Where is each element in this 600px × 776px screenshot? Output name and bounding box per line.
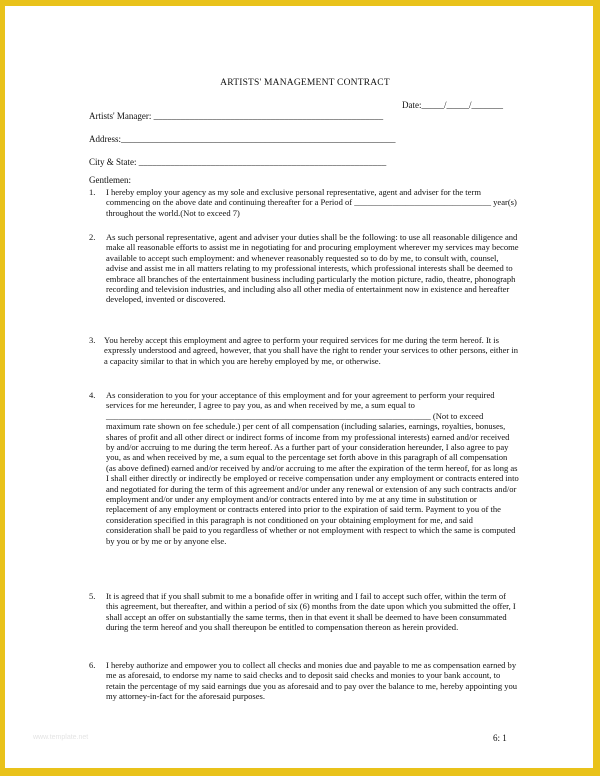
document-title: ARTISTS' MANAGEMENT CONTRACT [220, 78, 390, 88]
clause-5 [89, 591, 519, 633]
clause-text: I hereby employ your agency as my sole and exclusive personal representative, agent and adviser for the term commencing on the above date and continuing thereafter for a Period of ________________________________ year(s) throughout the world.(Not to exceed 7) [106, 187, 517, 218]
clause-2 [89, 232, 519, 305]
clause-number: 4. [89, 390, 96, 400]
clause-text: As consideration to you for your acceptance of this employment and for your agreement to perform your required services for me hereunder, I agree to pay you, as and when received by me, a sum equal to ____________________________________________________________________________ (Not to exceed maximum rate shown on fee schedule.) per cent of all compensation (including salaries, earnings, royalties, bonuses, shares of profit and all other direct or indirect forms of income from my professional interests) earned and/or received by and/or accruing to me during the term hereof. As a further part of your consideration hereunder, I also agree to pay you, as and when received by me, a sum equal to the percentage set forth above in this paragraph of all compensation (as above defined) earned and/or received by and/or accruing to me after the expiration of the term hereof, for as long as I shall either directly or indirectly be employed or receive compensation under any employment or contracts entered into and negotiated for during the term of this agreement and/or under any renewal or extension of any such contracts and/or employment and/or under any employment and/or contracts entered into by me at any time in substitution or replacement of any employment or contracts entered into prior to the expiration of said term. Payment to you of the consideration specified in this paragraph is not conditioned on your obtaining employment for me, and said consideration shall be paid to you regardless of whether or not employment with respect to which the same is computed by you or by me or by anyone else. [106, 390, 519, 546]
document-page [5, 6, 593, 768]
clause-1 [89, 187, 519, 218]
date-line: Date:_____/_____/_______ [402, 100, 503, 110]
city-state-field: City & State: _______________________________________________________ [89, 157, 387, 167]
address-field: Address:_____________________________________________________________ [89, 134, 396, 144]
clause-3 [89, 335, 519, 366]
clause-4 [89, 390, 519, 546]
manager-field: Artists' Manager: ___________________________________________________ [89, 111, 384, 121]
clause-6 [89, 660, 519, 702]
watermark: www.template.net [33, 734, 89, 741]
clause-number: 5. [89, 591, 96, 601]
clause-text: I hereby authorize and empower you to collect all checks and monies due and payable to me as compensation earned by me as aforesaid, to endorse my name to said checks and to deposit said checks and monies to your bank account, to retain the percentage of my said earnings due you as aforesaid and to pay over the balance to me, hereby appointing you my attorney-in-fact for the aforesaid purposes. [106, 660, 518, 702]
page-number: 6: 1 [493, 733, 507, 743]
clause-number: 1. [89, 187, 96, 197]
clause-text: You hereby accept this employment and agree to perform your required services for me during the term hereof. It is expressly understood and agreed, however, that you shall have the right to render your services to other persons, either in a capacity similar to that in which you are hereby employed by me, or otherwise. [104, 335, 519, 366]
clause-number: 3. [89, 335, 96, 345]
clause-number: 6. [89, 660, 96, 670]
clause-number: 2. [89, 232, 96, 242]
clause-text: It is agreed that if you shall submit to me a bonafide offer in writing and I fail to accept such offer, within the term of this agreement, but thereafter, and within a period of six (6) months from the date upon which you submitted the offer, I shall accept an offer on substantially the same terms, then in that event it shall be deemed to have been consummated during the term hereof and you shall thereupon be entitled to compensation thereon as herein provided. [106, 591, 516, 633]
clause-text: As such personal representative, agent and adviser your duties shall be the following: to use all reasonable diligence and make all reasonable efforts to assist me in negotiating for and procuring employment wherever my services may become available to accept such employment: and whenever reasonably requested so to do by me, to consult with, counsel, advise and assist me in all matters relating to my professional interests, which professional interests shall be deemed to embrace all branches of the entertainment business including particularly the motion picture, radio, theatre, phonograph recording and television industries, and including also all other media of entertainment now in existence and hereafter developed, invented or discovered. [106, 232, 519, 305]
salutation: Gentlemen: [89, 175, 131, 185]
